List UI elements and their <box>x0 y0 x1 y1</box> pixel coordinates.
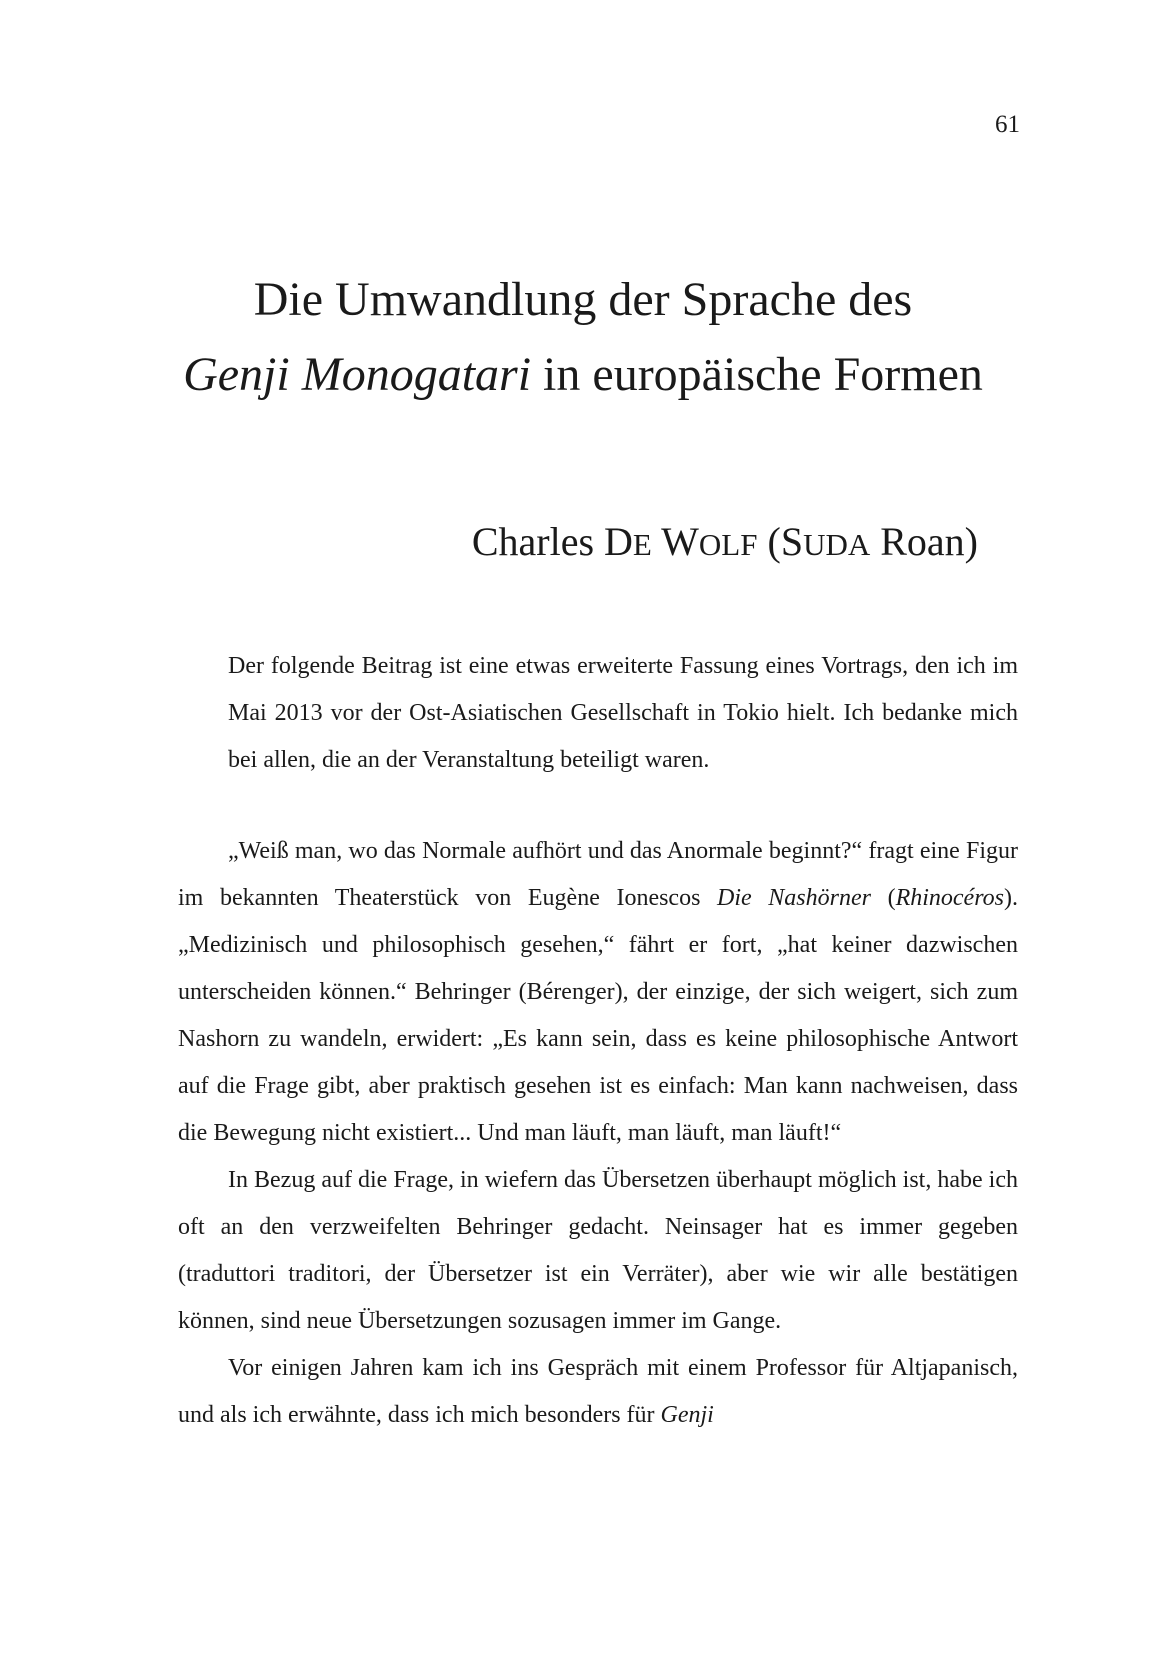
author-w-initial: W <box>661 519 699 564</box>
title-line-1: Die Umwandlung der Sprache des <box>253 273 913 326</box>
article-title <box>150 262 1016 412</box>
title-line-2 <box>150 337 1016 412</box>
paragraph-1-text-b: ( <box>870 885 896 911</box>
article-body <box>178 828 1018 1439</box>
author-d-initial: D <box>604 519 633 564</box>
paragraph-1-italic-original-title: Rhinocéros <box>895 885 1004 911</box>
page-number: 61 <box>995 111 1020 138</box>
author-s-rest: UDA <box>803 527 871 562</box>
paragraph-1 <box>178 828 1018 1157</box>
paragraph-3 <box>178 1345 1018 1439</box>
author-space <box>652 519 661 564</box>
author-name <box>300 517 978 570</box>
paragraph-3-italic-word: Genji <box>660 1402 714 1428</box>
author-s-initial: S <box>780 519 804 564</box>
paragraph-1-italic-title: Die Nashörner <box>717 885 871 911</box>
title-italic-work: Genji Monogatari <box>183 348 532 401</box>
author-w-rest: OLF <box>698 527 758 562</box>
author-paren: ( <box>757 519 781 564</box>
title-line-2-rest: in europäische Formen <box>531 348 983 401</box>
author-d-rest: E <box>632 527 652 562</box>
paragraph-2: In Bezug auf die Frage, in wiefern das Übersetzen überhaupt möglich ist, habe ich oft an den verzweifelten Behringer gedacht. Neinsager hat es immer gegeben (traduttori traditori, der Übersetzer ist ein Verräter), aber wie wir alle bestätigen können, sind neue Übersetzungen sozusagen immer im Gange. <box>178 1167 1018 1334</box>
author-rest: Roan) <box>870 519 978 564</box>
paragraph-1-text-a: „Weiß man, wo das Normale aufhört und das Anormale beginnt?“ fragt eine Figur im bekannten Theaterstück von Eugène Ionescos <box>178 838 1018 911</box>
author-first-name: Charles <box>471 519 605 564</box>
introductory-note: Der folgende Beitrag ist eine etwas erweiterte Fassung eines Vortrags, den ich im Mai 2013 vor der Ost-Asiatischen Gesellschaft in Tokio hielt. Ich bedanke mich bei allen, die an der Veranstaltung beteiligt waren. <box>228 653 1018 773</box>
paragraph-3-text: Vor einigen Jahren kam ich ins Gespräch mit einem Professor für Altjapanisch, und als ich erwähnte, dass ich mich besonders für <box>178 1355 1018 1428</box>
paragraph-1-text-c: ). „Medizinisch und philosophisch gesehen,“ fährt er fort, „hat keiner dazwischen unterscheiden können.“ Behringer (Bérenger), der einzige, der sich weigert, sich zum Nashorn zu wandeln, erwidert: „Es kann sein, dass es keine philosophische Antwort auf die Frage gibt, aber praktisch gesehen ist es einfach: Man kann nachweisen, dass die Bewegung nicht existiert... Und man läuft, man läuft, man läuft!“ <box>178 885 1018 1146</box>
